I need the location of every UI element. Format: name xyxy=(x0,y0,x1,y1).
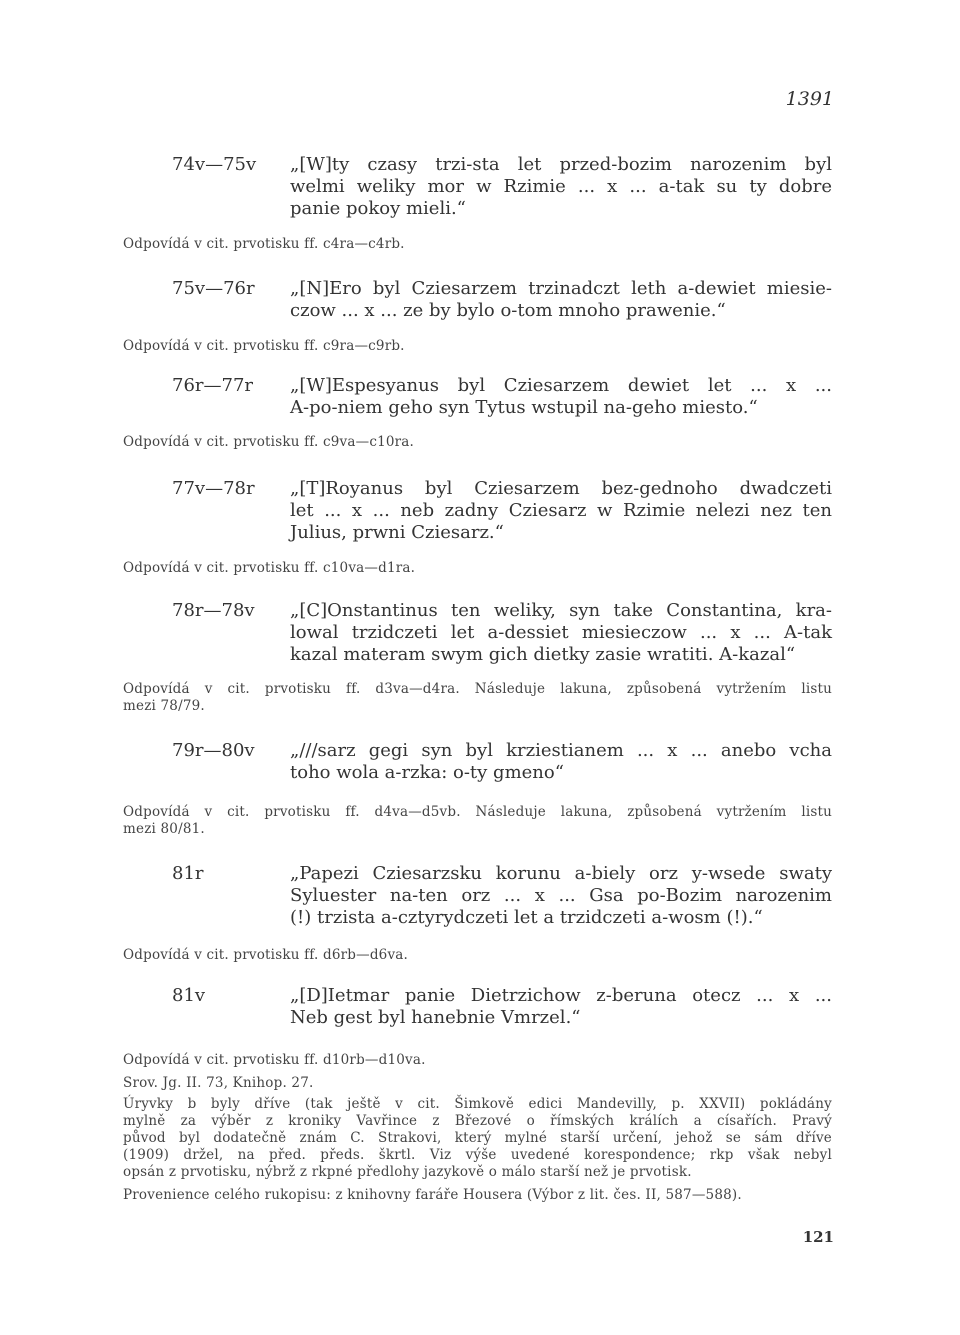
folio-reference: 79r—80v xyxy=(172,740,255,761)
excerpt-line: „Papezi Cziesarzsku korunu a-biely orz y-wsede swaty xyxy=(290,863,832,884)
note-line: původ byl dodatečně znám C. Strakovi, který mylné starší určení, jehož se sám dříve xyxy=(123,1130,832,1146)
excerpt-text xyxy=(290,863,832,929)
folio-reference: 77v—78r xyxy=(172,478,255,499)
excerpt-line: „[W]ty czasy trzi-sta let przed-bozim narozenim byl xyxy=(290,154,832,175)
excerpt-line: A-po-niem geho syn Tytus wstupil na-geho miesto.“ xyxy=(290,397,758,418)
excerpt-line: Julius, prwni Cziesarz.“ xyxy=(290,522,504,543)
excerpt-text xyxy=(290,740,832,784)
excerpt-text xyxy=(290,154,832,220)
note-line: Odpovídá v cit. prvotisku ff. d3va—d4ra. Následuje lakuna, způsobená vytržením listu xyxy=(123,681,832,697)
folio-reference: 78r—78v xyxy=(172,600,255,621)
source-note: Odpovídá v cit. prvotisku ff. d10rb—d10va. xyxy=(123,1052,426,1068)
source-note: Odpovídá v cit. prvotisku ff. c10va—d1ra. xyxy=(123,560,416,576)
source-note: Odpovídá v cit. prvotisku ff. c9va—c10ra. xyxy=(123,434,415,450)
excerpt-line: „[C]Onstantinus ten weliky, syn take Constantina, kra- xyxy=(290,600,832,621)
excerpt-line: „[T]Royanus byl Cziesarzem bez-gednoho dwadczeti xyxy=(290,478,832,499)
excerpt-line: toho wola a-rzka: o-ty gmeno“ xyxy=(290,762,564,783)
folio-reference: 74v—75v xyxy=(172,154,257,175)
page-header-number: 1391 xyxy=(785,88,834,110)
excerpt-line: „[W]Espesyanus byl Cziesarzem dewiet let ... x ... xyxy=(290,375,832,396)
note-line: mylně za výběr z kroniky Vavřince z Březové o římských králích a císařích. Pravý xyxy=(123,1113,832,1129)
note-line: opsán z prvotisku, nýbrž z rkpné předlohy jazykově o málo starší než je prvotisk. xyxy=(123,1164,692,1180)
source-note: Odpovídá v cit. prvotisku ff. c9ra—c9rb. xyxy=(123,338,405,354)
source-note: Odpovídá v cit. prvotisku ff. c4ra—c4rb. xyxy=(123,236,405,252)
folio-reference: 76r—77r xyxy=(172,375,254,396)
excerpt-line: Neb gest byl hanebnie Vmrzel.“ xyxy=(290,1007,581,1028)
cross-reference-note: Srov. Jg. II. 73, Knihop. 27. xyxy=(123,1075,314,1091)
note-line: (1909) držel, na před. předs. škrtl. Viz výše uvedené korespondence; rkp však nebyl xyxy=(123,1147,832,1163)
excerpt-text xyxy=(290,478,832,544)
excerpt-line: (!) trzista a-cztyrydczeti let a trzidczeti a-wosm (!).“ xyxy=(290,907,763,928)
excerpt-text xyxy=(290,278,832,322)
provenance-note: Provenience celého rukopisu: z knihovny faráře Housera (Výbor z lit. čes. II, 587—588). xyxy=(123,1187,742,1203)
note-line: Úryvky b byly dříve (tak ještě v cit. Šimkově edici Mandevilly, p. XXVII) pokládány xyxy=(123,1096,832,1112)
source-note: Odpovídá v cit. prvotisku ff. d6rb—d6va. xyxy=(123,947,409,963)
excerpt-line: let ... x ... neb zadny Cziesarz w Rzimie nelezi nez ten xyxy=(290,500,832,521)
excerpt-text xyxy=(290,985,832,1029)
excerpt-line: welmi weliky mor w Rzimie ... x ... a-tak su ty dobre xyxy=(290,176,832,197)
excerpt-line: „///sarz gegi syn byl krziestianem ... x ... anebo vcha xyxy=(290,740,832,761)
excerpt-line: czow ... x ... ze by bylo o-tom mnoho prawenie.“ xyxy=(290,300,726,321)
excerpt-line: panie pokoy mieli.“ xyxy=(290,198,466,219)
excerpt-line: kazal materam swym gich dietky zasie wratiti. A-kazal“ xyxy=(290,644,796,665)
source-note xyxy=(123,681,832,715)
note-line: mezi 78/79. xyxy=(123,698,205,714)
excerpt-line: „[N]Ero byl Cziesarzem trzinadczt leth a-dewiet miesie- xyxy=(290,278,832,299)
note-line: mezi 80/81. xyxy=(123,821,205,837)
folio-reference: 75v—76r xyxy=(172,278,255,299)
excerpt-text xyxy=(290,375,832,419)
page-footer-number: 121 xyxy=(802,1228,834,1246)
folio-reference: 81r xyxy=(172,863,204,884)
source-note xyxy=(123,804,832,838)
origin-note xyxy=(123,1096,832,1181)
excerpt-line: lowal trzidczeti let a-dessiet miesieczow ... x ... A-tak xyxy=(290,622,832,643)
excerpt-line: „[D]Ietmar panie Dietrzichow z-beruna otecz ... x ... xyxy=(290,985,832,1006)
note-line: Odpovídá v cit. prvotisku ff. d4va—d5vb. Následuje lakuna, způsobená vytržením listu xyxy=(123,804,832,820)
excerpt-text xyxy=(290,600,832,666)
folio-reference: 81v xyxy=(172,985,206,1006)
excerpt-line: Syluester na-ten orz ... x ... Gsa po-Bozim narozenim xyxy=(290,885,832,906)
